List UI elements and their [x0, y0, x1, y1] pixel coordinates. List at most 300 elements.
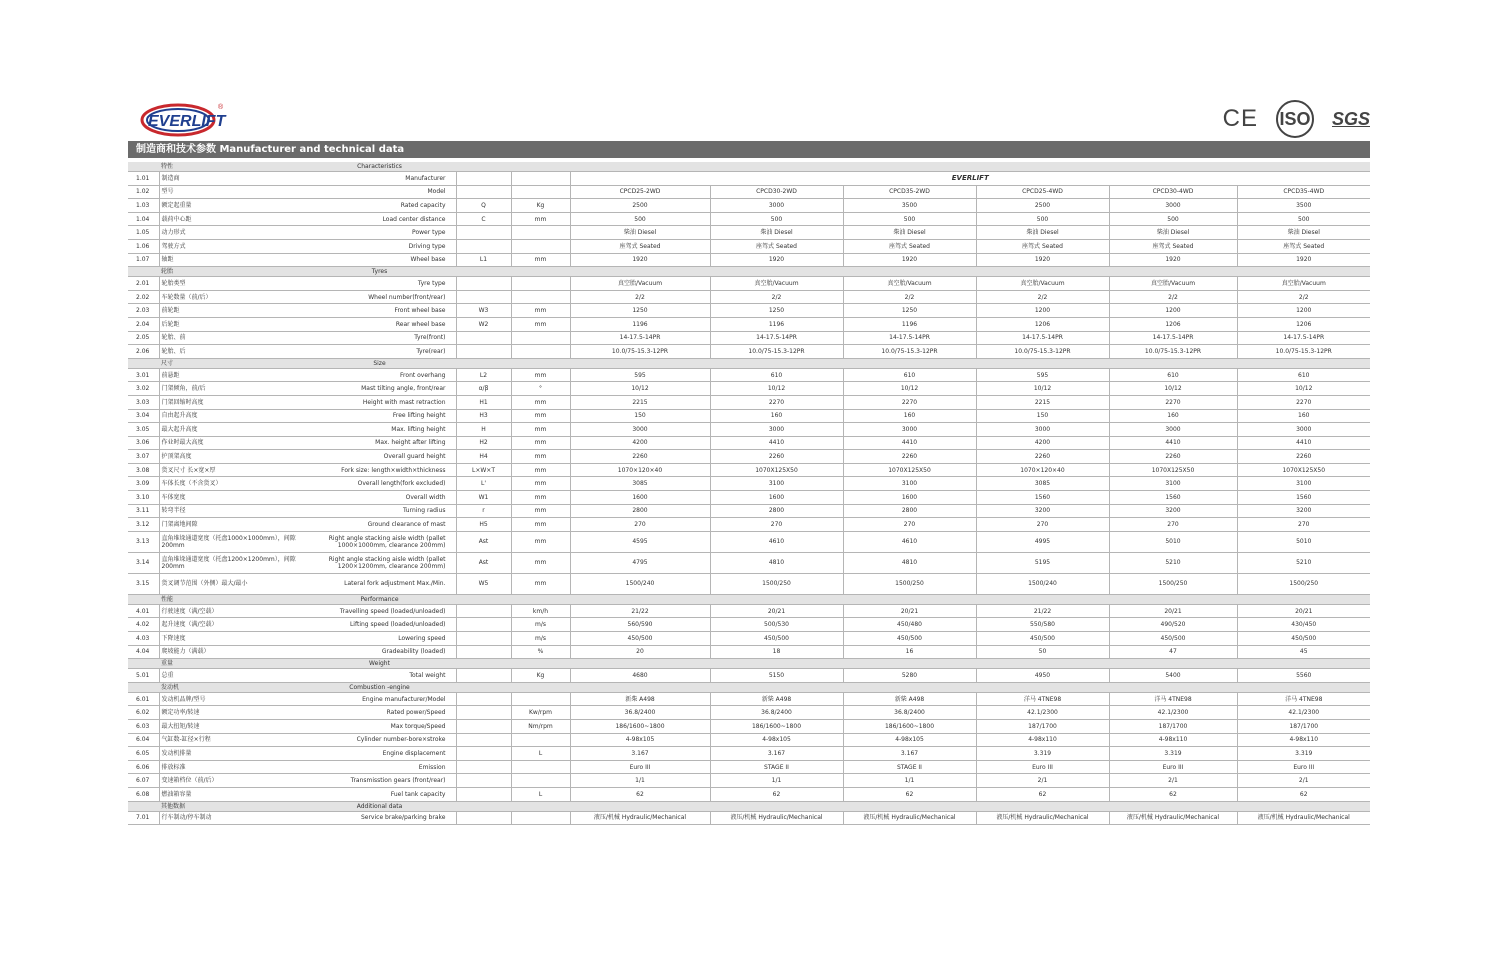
- model-value-5: 2270: [1109, 395, 1237, 409]
- model-value-6: 45: [1237, 645, 1370, 659]
- model-value-2: 2800: [710, 504, 843, 518]
- spec-row: [128, 395, 1370, 409]
- param-name-en: Max torque/Speed: [303, 720, 456, 734]
- param-symbol: L2: [456, 368, 511, 382]
- param-name-en: Overall guard height: [303, 450, 456, 464]
- param-name-en: Service brake/parking brake: [303, 811, 456, 825]
- model-value-1: 新柴 A498: [570, 692, 710, 706]
- spec-row: [128, 212, 1370, 226]
- model-value-3: 3100: [843, 477, 976, 491]
- param-unit: mm: [511, 395, 570, 409]
- section-title-cn: 重量: [159, 659, 303, 669]
- row-number: 4.02: [128, 618, 159, 632]
- section-title-cn: 尺寸: [159, 358, 303, 368]
- model-value-5: 14-17.5-14PR: [1109, 331, 1237, 345]
- param-symbol: H: [456, 423, 511, 437]
- section-number-cell: [128, 682, 159, 692]
- param-name-cn: 发动机排量: [159, 747, 303, 761]
- spec-row: [128, 552, 1370, 573]
- section-empty-cell: [456, 358, 511, 368]
- row-number: 3.05: [128, 423, 159, 437]
- section-empty-cell: [456, 162, 511, 172]
- spec-row: [128, 345, 1370, 359]
- param-name-cn: 车体宽度: [159, 491, 303, 505]
- row-number: 6.06: [128, 760, 159, 774]
- param-unit: L: [511, 747, 570, 761]
- model-value-1: 2260: [570, 450, 710, 464]
- param-unit: mm: [511, 504, 570, 518]
- model-value-2: 真空胎/Vacuum: [710, 277, 843, 291]
- row-number: 6.05: [128, 747, 159, 761]
- section-empty-cell: [710, 267, 843, 277]
- param-unit: Kw/rpm: [511, 706, 570, 720]
- section-title-en: Size: [303, 358, 456, 368]
- param-name-en: Overall width: [303, 491, 456, 505]
- model-value-1: 4680: [570, 669, 710, 683]
- model-value-2: 液压/机械 Hydraulic/Mechanical: [710, 811, 843, 825]
- row-number: 3.08: [128, 463, 159, 477]
- param-unit: [511, 733, 570, 747]
- param-unit: [511, 290, 570, 304]
- param-symbol: [456, 733, 511, 747]
- model-value-6: 10.0/75-15.3-12PR: [1237, 345, 1370, 359]
- model-value-5: 5210: [1109, 552, 1237, 573]
- section-header-row: [128, 659, 1370, 669]
- section-empty-cell: [1237, 682, 1370, 692]
- model-value-3: CPCD35-2WD: [843, 185, 976, 199]
- param-symbol: [456, 706, 511, 720]
- everlift-logo: [140, 100, 230, 138]
- row-number: 1.03: [128, 199, 159, 213]
- section-empty-cell: [511, 682, 570, 692]
- param-name-en: Turning radius: [303, 504, 456, 518]
- model-value-3: 1500/250: [843, 573, 976, 594]
- spec-row: [128, 185, 1370, 199]
- model-value-1: 4-98x105: [570, 733, 710, 747]
- model-value-3: 186/1600~1800: [843, 720, 976, 734]
- param-symbol: [456, 787, 511, 801]
- row-number: 1.01: [128, 172, 159, 186]
- section-empty-cell: [1237, 267, 1370, 277]
- section-empty-cell: [1109, 682, 1237, 692]
- model-value-6: 610: [1237, 368, 1370, 382]
- model-value-3: 1/1: [843, 774, 976, 788]
- param-symbol: [456, 645, 511, 659]
- param-name-en: Travelling speed (loaded/unloaded): [303, 604, 456, 618]
- param-unit: Nm/rpm: [511, 720, 570, 734]
- section-title-cn: 轮胎: [159, 267, 303, 277]
- param-name-cn: 最大起升高度: [159, 423, 303, 437]
- model-value-2: 1920: [710, 253, 843, 267]
- spec-row: [128, 450, 1370, 464]
- row-number: 3.03: [128, 395, 159, 409]
- model-value-2: 2/2: [710, 290, 843, 304]
- param-unit: [511, 760, 570, 774]
- param-unit: [511, 185, 570, 199]
- param-name-en: Height with mast retraction: [303, 395, 456, 409]
- row-number: 1.05: [128, 226, 159, 240]
- model-value-1: 450/500: [570, 632, 710, 646]
- model-value-6: 3200: [1237, 504, 1370, 518]
- param-name-cn: 轮胎类型: [159, 277, 303, 291]
- model-value-3: 3000: [843, 423, 976, 437]
- model-value-3: 2260: [843, 450, 976, 464]
- svg-text:®: ®: [218, 104, 224, 111]
- model-value-3: 液压/机械 Hydraulic/Mechanical: [843, 811, 976, 825]
- spec-row: [128, 747, 1370, 761]
- model-value-4: 2500: [976, 199, 1109, 213]
- model-value-1: 186/1600~1800: [570, 720, 710, 734]
- spec-row: [128, 409, 1370, 423]
- param-symbol: r: [456, 504, 511, 518]
- section-empty-cell: [976, 659, 1109, 669]
- model-value-3: 5280: [843, 669, 976, 683]
- param-name-en: Total weight: [303, 669, 456, 683]
- param-name-en: Fork size: length×width×thickness: [303, 463, 456, 477]
- model-value-4: 4-98x110: [976, 733, 1109, 747]
- model-value-2: 500/530: [710, 618, 843, 632]
- param-name-cn: 型号: [159, 185, 303, 199]
- model-value-2: 1250: [710, 304, 843, 318]
- section-number-cell: [128, 162, 159, 172]
- model-value-3: 3500: [843, 199, 976, 213]
- param-unit: [511, 277, 570, 291]
- param-name-cn: 门架离地间隙: [159, 518, 303, 532]
- model-value-5: 液压/机械 Hydraulic/Mechanical: [1109, 811, 1237, 825]
- model-value-4: Euro III: [976, 760, 1109, 774]
- section-number-cell: [128, 358, 159, 368]
- model-value-6: 430/450: [1237, 618, 1370, 632]
- param-name-en: Lowering speed: [303, 632, 456, 646]
- spec-row: [128, 774, 1370, 788]
- spec-row: [128, 518, 1370, 532]
- param-name-cn: 门架倾角，前/后: [159, 382, 303, 396]
- param-unit: %: [511, 645, 570, 659]
- spec-table: [128, 162, 1370, 825]
- section-empty-cell: [843, 358, 976, 368]
- row-number: 3.07: [128, 450, 159, 464]
- section-number-cell: [128, 801, 159, 811]
- model-value-1: 560/590: [570, 618, 710, 632]
- section-title-en: Characteristics: [303, 162, 456, 172]
- section-empty-cell: [976, 594, 1109, 604]
- param-symbol: Ast: [456, 552, 511, 573]
- model-value-1: 2500: [570, 199, 710, 213]
- spec-row: [128, 491, 1370, 505]
- param-unit: mm: [511, 573, 570, 594]
- model-value-6: 洋马 4TNE98: [1237, 692, 1370, 706]
- model-value-6: 1206: [1237, 317, 1370, 331]
- model-value-4: 4200: [976, 436, 1109, 450]
- model-value-1: 液压/机械 Hydraulic/Mechanical: [570, 811, 710, 825]
- param-name-en: Rated capacity: [303, 199, 456, 213]
- spec-row: [128, 669, 1370, 683]
- section-empty-cell: [1237, 594, 1370, 604]
- section-empty-cell: [511, 594, 570, 604]
- param-name-cn: 下降速度: [159, 632, 303, 646]
- param-symbol: [456, 345, 511, 359]
- param-unit: mm: [511, 368, 570, 382]
- spec-row: [128, 645, 1370, 659]
- row-number: 6.01: [128, 692, 159, 706]
- model-value-3: 4610: [843, 531, 976, 552]
- model-value-3: 3.167: [843, 747, 976, 761]
- section-number-cell: [128, 659, 159, 669]
- row-number: 3.15: [128, 573, 159, 594]
- param-unit: mm: [511, 552, 570, 573]
- section-empty-cell: [710, 659, 843, 669]
- model-value-5: 500: [1109, 212, 1237, 226]
- model-value-2: 186/1600~1800: [710, 720, 843, 734]
- param-name-cn: 轮胎、前: [159, 331, 303, 345]
- param-unit: m/s: [511, 632, 570, 646]
- model-value-4: 14-17.5-14PR: [976, 331, 1109, 345]
- spec-row: [128, 706, 1370, 720]
- model-value-4: 2260: [976, 450, 1109, 464]
- model-value-3: 新柴 A498: [843, 692, 976, 706]
- model-value-6: 液压/机械 Hydraulic/Mechanical: [1237, 811, 1370, 825]
- model-value-2: 1070X125X50: [710, 463, 843, 477]
- model-value-2: 20/21: [710, 604, 843, 618]
- model-value-1: 座驾式 Seated: [570, 239, 710, 253]
- model-value-6: 2270: [1237, 395, 1370, 409]
- model-value-5: 270: [1109, 518, 1237, 532]
- param-name-en: Tyre(front): [303, 331, 456, 345]
- model-value-2: 4410: [710, 436, 843, 450]
- model-value-5: 10.0/75-15.3-12PR: [1109, 345, 1237, 359]
- param-unit: mm: [511, 450, 570, 464]
- param-unit: mm: [511, 423, 570, 437]
- section-empty-cell: [1237, 358, 1370, 368]
- model-value-2: 36.8/2400: [710, 706, 843, 720]
- param-symbol: [456, 618, 511, 632]
- param-name-cn: 直角堆垛通道宽度（托盘1200×1200mm），间隙200mm: [159, 552, 303, 573]
- param-name-en: Front overhang: [303, 368, 456, 382]
- section-header-row: [128, 267, 1370, 277]
- param-name-en: Gradeability (loaded): [303, 645, 456, 659]
- spec-row: [128, 277, 1370, 291]
- section-empty-cell: [710, 801, 843, 811]
- model-value-5: 1070X125X50: [1109, 463, 1237, 477]
- model-value-2: 450/500: [710, 632, 843, 646]
- param-symbol: W3: [456, 304, 511, 318]
- param-unit: mm: [511, 304, 570, 318]
- section-empty-cell: [570, 358, 710, 368]
- param-symbol: W5: [456, 573, 511, 594]
- model-value-4: 3.319: [976, 747, 1109, 761]
- row-number: 3.10: [128, 491, 159, 505]
- section-empty-cell: [511, 358, 570, 368]
- model-value-6: 4410: [1237, 436, 1370, 450]
- section-empty-cell: [456, 801, 511, 811]
- row-number: 6.08: [128, 787, 159, 801]
- section-empty-cell: [511, 659, 570, 669]
- spec-row: [128, 573, 1370, 594]
- model-value-3: 160: [843, 409, 976, 423]
- model-value-3: 1250: [843, 304, 976, 318]
- model-value-2: 新柴 A498: [710, 692, 843, 706]
- spec-row: [128, 760, 1370, 774]
- param-unit: [511, 811, 570, 825]
- row-number: 3.01: [128, 368, 159, 382]
- row-number: 3.02: [128, 382, 159, 396]
- model-value-4: 10.0/75-15.3-12PR: [976, 345, 1109, 359]
- param-name-cn: 前悬距: [159, 368, 303, 382]
- model-value-4: 270: [976, 518, 1109, 532]
- param-symbol: [456, 760, 511, 774]
- param-name-cn: 货叉尺寸 长×宽×厚: [159, 463, 303, 477]
- section-empty-cell: [843, 659, 976, 669]
- model-value-6: 187/1700: [1237, 720, 1370, 734]
- param-name-en: Power type: [303, 226, 456, 240]
- model-value-1: 270: [570, 518, 710, 532]
- param-name-en: Ground clearance of mast: [303, 518, 456, 532]
- row-number: 2.05: [128, 331, 159, 345]
- model-value-1: 3000: [570, 423, 710, 437]
- model-value-1: 20: [570, 645, 710, 659]
- section-number-cell: [128, 594, 159, 604]
- model-value-4: 5195: [976, 552, 1109, 573]
- model-value-1: 4795: [570, 552, 710, 573]
- row-number: 6.07: [128, 774, 159, 788]
- model-value-6: 450/500: [1237, 632, 1370, 646]
- row-number: 2.01: [128, 277, 159, 291]
- model-value-5: 2/1: [1109, 774, 1237, 788]
- param-name-cn: 最大扭矩/转速: [159, 720, 303, 734]
- model-value-2: 1500/250: [710, 573, 843, 594]
- model-value-4: 3200: [976, 504, 1109, 518]
- model-value-2: STAGE II: [710, 760, 843, 774]
- spec-row: [128, 531, 1370, 552]
- model-value-3: 36.8/2400: [843, 706, 976, 720]
- param-name-cn: 行车制动/停车制动: [159, 811, 303, 825]
- model-value-1: 36.8/2400: [570, 706, 710, 720]
- param-name-cn: 额定功率/转速: [159, 706, 303, 720]
- param-name-en: Engine manufacturer/Model: [303, 692, 456, 706]
- spec-row: [128, 317, 1370, 331]
- param-name-en: Engine displacement: [303, 747, 456, 761]
- model-value-3: 1920: [843, 253, 976, 267]
- param-unit: mm: [511, 463, 570, 477]
- model-value-2: 500: [710, 212, 843, 226]
- model-value-6: 160: [1237, 409, 1370, 423]
- param-symbol: [456, 720, 511, 734]
- param-symbol: L': [456, 477, 511, 491]
- model-value-3: 450/500: [843, 632, 976, 646]
- model-value-5: 1206: [1109, 317, 1237, 331]
- model-value-2: 4610: [710, 531, 843, 552]
- param-name-cn: 货叉调节范围（外侧）最大/最小: [159, 573, 303, 594]
- model-value-1: 真空胎/Vacuum: [570, 277, 710, 291]
- param-unit: m/s: [511, 618, 570, 632]
- section-empty-cell: [1109, 267, 1237, 277]
- model-value-4: 4995: [976, 531, 1109, 552]
- model-value-3: 4410: [843, 436, 976, 450]
- logo-text: EVERLIFT: [148, 113, 226, 130]
- param-name-en: Right angle stacking aisle width (pallet 1000×1000mm, clearance 200mm): [303, 531, 456, 552]
- model-value-1: 14-17.5-14PR: [570, 331, 710, 345]
- param-symbol: [456, 669, 511, 683]
- section-empty-cell: [976, 682, 1109, 692]
- model-value-5: 座驾式 Seated: [1109, 239, 1237, 253]
- model-value-3: 座驾式 Seated: [843, 239, 976, 253]
- param-name-cn: 动力形式: [159, 226, 303, 240]
- param-name-cn: 轮胎、后: [159, 345, 303, 359]
- param-symbol: H3: [456, 409, 511, 423]
- model-value-5: 62: [1109, 787, 1237, 801]
- param-name-en: Lifting speed (loaded/unloaded): [303, 618, 456, 632]
- param-unit: km/h: [511, 604, 570, 618]
- section-header-row: [128, 801, 1370, 811]
- model-value-1: 1920: [570, 253, 710, 267]
- model-value-2: 10.0/75-15.3-12PR: [710, 345, 843, 359]
- model-value-6: 柴油 Diesel: [1237, 226, 1370, 240]
- param-name-en: Rated power/Speed: [303, 706, 456, 720]
- param-unit: °: [511, 382, 570, 396]
- model-value-4: 2/2: [976, 290, 1109, 304]
- model-value-5: CPCD30-4WD: [1109, 185, 1237, 199]
- iso-mark: ISO: [1276, 100, 1314, 138]
- model-value-5: 187/1700: [1109, 720, 1237, 734]
- model-value-6: 1200: [1237, 304, 1370, 318]
- model-value-6: 1560: [1237, 491, 1370, 505]
- param-name-cn: 行驶速度（满/空载）: [159, 604, 303, 618]
- sgs-mark: SGS: [1331, 108, 1370, 129]
- model-value-1: 1/1: [570, 774, 710, 788]
- model-value-6: 5560: [1237, 669, 1370, 683]
- section-empty-cell: [843, 801, 976, 811]
- param-symbol: [456, 172, 511, 186]
- spec-row: [128, 463, 1370, 477]
- param-name-cn: 燃油箱容量: [159, 787, 303, 801]
- section-empty-cell: [511, 267, 570, 277]
- param-symbol: [456, 331, 511, 345]
- model-value-4: 1500/240: [976, 573, 1109, 594]
- model-value-4: 1560: [976, 491, 1109, 505]
- model-value-3: STAGE II: [843, 760, 976, 774]
- param-symbol: α/β: [456, 382, 511, 396]
- section-empty-cell: [976, 358, 1109, 368]
- model-value-4: 2215: [976, 395, 1109, 409]
- row-number: 3.14: [128, 552, 159, 573]
- section-empty-cell: [456, 682, 511, 692]
- model-value-6: 1500/250: [1237, 573, 1370, 594]
- row-number: 4.01: [128, 604, 159, 618]
- param-unit: mm: [511, 253, 570, 267]
- param-name-en: Manufacturer: [303, 172, 456, 186]
- param-name-cn: 轴距: [159, 253, 303, 267]
- section-empty-cell: [570, 659, 710, 669]
- param-name-en: Fuel tank capacity: [303, 787, 456, 801]
- model-value-3: 20/21: [843, 604, 976, 618]
- row-number: 5.01: [128, 669, 159, 683]
- model-value-4: 1206: [976, 317, 1109, 331]
- spec-row: [128, 239, 1370, 253]
- model-value-6: 真空胎/Vacuum: [1237, 277, 1370, 291]
- section-title-en: Tyres: [303, 267, 456, 277]
- spec-row: [128, 632, 1370, 646]
- model-value-2: 62: [710, 787, 843, 801]
- model-value-5: 490/520: [1109, 618, 1237, 632]
- model-value-6: Euro III: [1237, 760, 1370, 774]
- model-value-4: 50: [976, 645, 1109, 659]
- model-value-5: 3200: [1109, 504, 1237, 518]
- row-number: 4.04: [128, 645, 159, 659]
- param-name-en: Tyre(rear): [303, 345, 456, 359]
- model-value-3: 4810: [843, 552, 976, 573]
- model-value-3: 1070X125X50: [843, 463, 976, 477]
- spec-row: [128, 436, 1370, 450]
